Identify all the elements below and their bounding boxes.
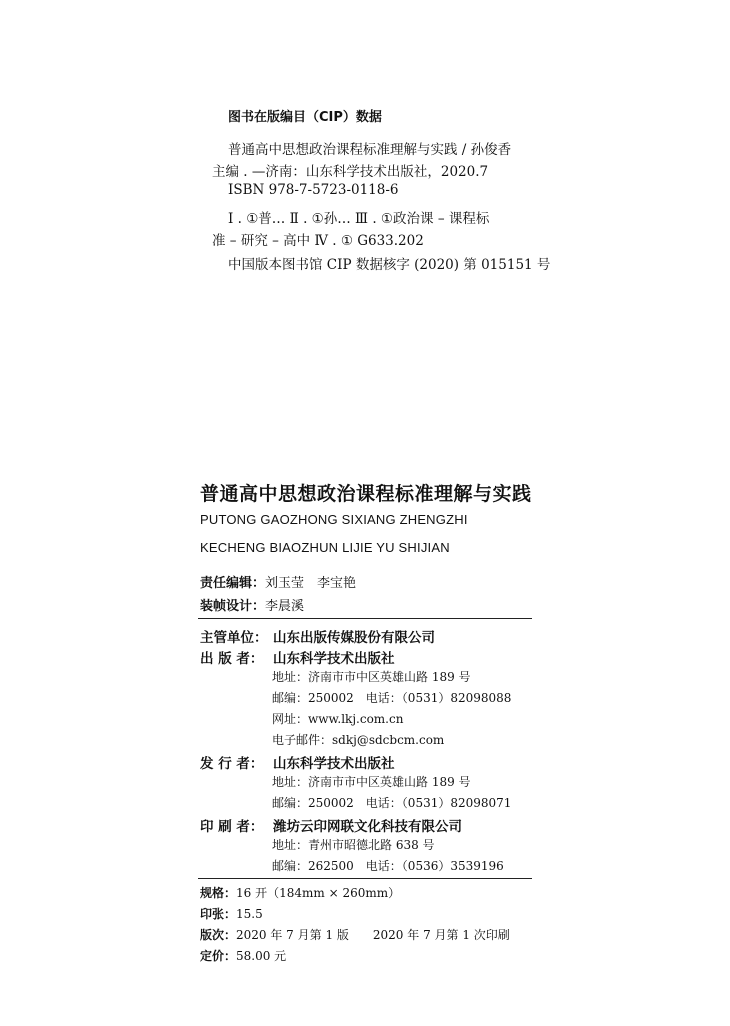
design-label: 装帧设计： <box>200 599 266 614</box>
price-label: 定价： <box>200 949 237 963</box>
cip-heading: 图书在版编目（CIP）数据 <box>228 110 382 125</box>
book-pinyin-2: KECHENG BIAOZHUN LIJIE YU SHIJIAN <box>200 540 450 555</box>
cip-line-2: 主编 . —济南：山东科学技术出版社，2020.7 <box>212 164 489 180</box>
design-row <box>200 595 304 614</box>
sheets-row <box>200 905 263 922</box>
design-value: 李晨溪 <box>265 599 305 614</box>
sheets-value: 15.5 <box>236 907 263 921</box>
sponsor-label: 主管单位： <box>200 630 268 646</box>
cip-classification-1: Ⅰ . ①普… Ⅱ . ①孙… Ⅲ . ①政治课 – 课程标 <box>228 211 490 227</box>
cip-line-1: 普通高中思想政治课程标准理解与实践 / 孙俊香 <box>228 142 512 158</box>
sheets-label: 印张： <box>200 907 237 921</box>
printer-label: 印 刷 者： <box>200 819 264 835</box>
distributor-contact: 邮编：250002 电话：（0531）82098071 <box>272 796 512 810</box>
price-value: 58.00 元 <box>236 949 287 963</box>
book-title: 普通高中思想政治课程标准理解与实践 <box>200 483 532 505</box>
publisher-email: 电子邮件：sdkj@sdcbcm.com <box>272 733 445 747</box>
printer-contact: 邮编：262500 电话：（0536）3539196 <box>272 859 504 873</box>
edition-label: 版次： <box>200 928 237 942</box>
printer-address: 地址：青州市昭德北路 638 号 <box>272 838 435 852</box>
cip-isbn: ISBN 978-7-5723-0118-6 <box>228 182 399 198</box>
cip-classification-2: 准 – 研究 – 高中 Ⅳ . ① G633.202 <box>212 233 424 249</box>
distributor-label: 发 行 者： <box>200 756 264 772</box>
editor-label: 责任编辑： <box>200 576 266 591</box>
cip-number: 中国版本图书馆 CIP 数据核字 (2020) 第 015151 号 <box>228 257 551 273</box>
divider-2 <box>198 878 532 879</box>
publisher-contact: 邮编：250002 电话：（0531）82098088 <box>272 691 512 705</box>
publisher-website: 网址：www.lkj.com.cn <box>272 712 404 726</box>
book-pinyin-1: PUTONG GAOZHONG SIXIANG ZHENGZHI <box>200 512 468 527</box>
price-row <box>200 947 286 964</box>
distributor-address: 地址：济南市市中区英雄山路 189 号 <box>272 775 471 789</box>
edition-value: 2020 年 7 月第 1 版 2020 年 7 月第 1 次印刷 <box>236 928 510 942</box>
editor-value: 刘玉莹 李宝艳 <box>265 576 357 591</box>
publisher-value: 山东科学技术出版社 <box>273 651 395 667</box>
publisher-label: 出 版 者： <box>200 651 264 667</box>
sponsor-value: 山东出版传媒股份有限公司 <box>273 630 435 646</box>
format-value: 16 开（184mm × 260mm） <box>236 886 401 900</box>
format-label: 规格： <box>200 886 237 900</box>
format-row <box>200 884 400 901</box>
editor-row <box>200 572 356 591</box>
distributor-value: 山东科学技术出版社 <box>273 756 395 772</box>
publisher-address: 地址：济南市市中区英雄山路 189 号 <box>272 670 471 684</box>
divider-1 <box>198 618 532 619</box>
printer-value: 潍坊云印网联文化科技有限公司 <box>273 819 462 835</box>
edition-row <box>200 926 510 943</box>
